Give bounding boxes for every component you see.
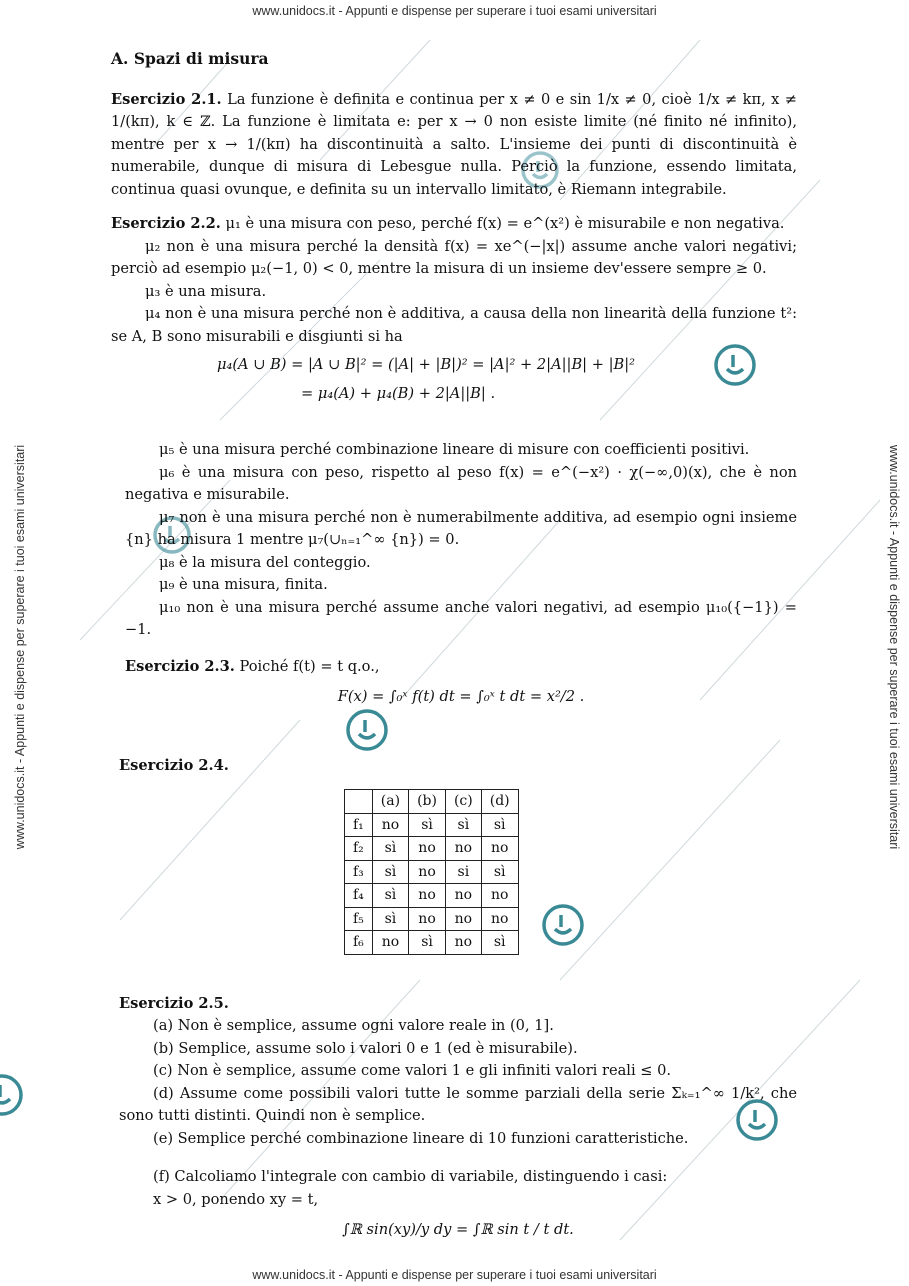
exercise-label: Esercizio 2.4. [119, 756, 229, 774]
table-cell: sì [409, 931, 446, 955]
table-cell: no [409, 860, 446, 884]
table-cell: no [372, 931, 408, 955]
item-b: (b) Semplice, assume solo i valori 0 e 1 (ed è misurabile). [153, 1039, 578, 1057]
table-cell: f₃ [345, 860, 373, 884]
table-cell: sì [481, 813, 518, 837]
table-cell: no [481, 884, 518, 908]
mu1-text: μ₁ è una misura con peso, perché f(x) = e^(x²) è misurabile e non negativa. [225, 215, 785, 232]
exercise-2-4 [111, 755, 797, 778]
table-row [345, 837, 519, 861]
document-content [111, 48, 797, 1252]
answers-table [344, 789, 519, 955]
table-cell: no [445, 931, 481, 955]
exercise-2-3 [125, 656, 797, 679]
table-cell: no [481, 907, 518, 931]
table-header-cell: (b) [409, 790, 446, 814]
table-cell: f₄ [345, 884, 373, 908]
exercise-label: Esercizio 2.3. [125, 657, 235, 675]
exercise-label: Esercizio 2.2. [111, 215, 221, 232]
mu8-text: μ₈ è la misura del conteggio. [159, 553, 371, 571]
table-header-cell: (c) [445, 790, 481, 814]
table-row [345, 931, 519, 955]
table-cell: sì [481, 931, 518, 955]
item-d: (d) Assume come possibili valori tutte le somme parziali della serie Σₖ₌₁^∞ 1/k², che sono tutti distinti. Quindi non è semplice. [119, 1084, 797, 1124]
exercise-label: Esercizio 2.1. [111, 90, 222, 108]
section-title: A. Spazi di misura [111, 49, 269, 68]
exercise-2-5 [119, 993, 797, 1016]
table-cell: no [409, 907, 446, 931]
table-row [345, 860, 519, 884]
table-cell: no [445, 907, 481, 931]
mu9-text: μ₉ è una misura, finita. [159, 576, 328, 593]
watermark-right: www.unidocs.it - Appunti e dispense per superare i tuoi esami universitari [887, 444, 901, 850]
mu5-text: μ₅ è una misura perché combinazione lineare di misure con coefficienti positivi. [159, 441, 750, 458]
watermark-bottom: www.unidocs.it - Appunti e dispense per superare i tuoi esami universitari [252, 1268, 657, 1282]
equation-mu4-line1: μ₄(A ∪ B) = |A ∪ B|² = (|A| + |B|)² = |A|² + 2|A||B| + |B|² [217, 356, 635, 373]
table-header-cell [345, 790, 373, 814]
watermark-top: www.unidocs.it - Appunti e dispense per superare i tuoi esami universitari [252, 4, 657, 18]
table-cell: no [409, 884, 446, 908]
table-header-cell: (a) [372, 790, 408, 814]
item-e: (e) Semplice perché combinazione lineare di 10 funzioni caratteristiche. [153, 1129, 689, 1147]
table-header-row [345, 790, 519, 814]
table-cell: f₁ [345, 813, 373, 837]
item-f-case: x > 0, ponendo xy = t, [153, 1190, 319, 1208]
table-cell: sì [372, 907, 408, 931]
table-cell: sì [409, 813, 446, 837]
table-cell: sì [372, 860, 408, 884]
mu3-text: μ₃ è una misura. [145, 282, 267, 300]
table-cell: no [372, 813, 408, 837]
table-cell: f₂ [345, 837, 373, 861]
table-cell: f₆ [345, 931, 373, 955]
table-cell: sì [481, 860, 518, 884]
table-cell: no [481, 837, 518, 861]
table-row [345, 813, 519, 837]
equation-f: ∫ℝ sin(xy)/y dy = ∫ℝ sin t / t dt. [342, 1221, 574, 1238]
table-row [345, 884, 519, 908]
exercise-text: Poiché f(t) = t q.o., [239, 657, 380, 675]
table-header-cell: (d) [481, 790, 518, 814]
exercise-label: Esercizio 2.5. [119, 994, 229, 1012]
table-cell: si [445, 860, 481, 884]
table-cell: no [445, 884, 481, 908]
exercise-2-2 [111, 213, 797, 236]
table-row [345, 907, 519, 931]
mu10-text: μ₁₀ non è una misura perché assume anche valori negativi, ad esempio μ₁₀({−1}) = −1. [125, 598, 797, 638]
item-f: (f) Calcoliamo l'integrale con cambio di variabile, distinguendo i casi: [153, 1168, 668, 1185]
mu6-text: μ₆ è una misura con peso, rispetto al peso f(x) = e^(−x²) · χ(−∞,0)(x), che è non negativa e misurabile. [125, 463, 797, 503]
watermark-left: www.unidocs.it - Appunti e dispense per superare i tuoi esami universitari [13, 444, 27, 850]
table-cell: sì [372, 884, 408, 908]
table-cell: no [409, 837, 446, 861]
equation-mu4-line2: = μ₄(A) + μ₄(B) + 2|A||B| . [301, 384, 496, 402]
equation-F: F(x) = ∫₀ˣ f(t) dt = ∫₀ˣ t dt = x²/2 . [337, 688, 585, 705]
mu2-text: μ₂ non è una misura perché la densità f(x) = xe^(−|x|) assume anche valori negativi; perciò ad esempio μ₂(−1, 0) < 0, mentre la misura di un insieme dev'essere sempre ≥ 0. [111, 237, 797, 277]
item-a: (a) Non è semplice, assume ogni valore reale in (0, 1]. [153, 1017, 554, 1034]
exercise-text: La funzione è definita e continua per x ≠ 0 e sin 1/x ≠ 0, cioè 1/x ≠ kπ, x ≠ 1/(kπ), k ∈ ℤ. La funzione è limitata e: per x → 0 non esiste limite (né finito né infinito), mentre per x → 1/(kπ) ha discontinuità a salto. L'insieme dei punti di discontinuità è numerabile, dunque di misura di Lebesgue nulla. Perciò la funzione, essendo limitata, continua quasi ovunque, e definita su un intervallo limitato, è Riemann integrabile. [111, 90, 798, 198]
table-cell: f₅ [345, 907, 373, 931]
table-cell: sì [445, 813, 481, 837]
mu4-text: μ₄ non è una misura perché non è additiva, a causa della non linearità della funzione t²: se A, B sono misurabili e disgiunti si ha [111, 305, 797, 345]
watermark-logo-icon [0, 1076, 21, 1114]
mu7-text: μ₇ non è una misura perché non è numerabilmente additiva, ad esempio ogni insieme {n} ha misura 1 mentre μ₇(∪ₙ₌₁^∞ {n}) = 0. [125, 508, 797, 548]
table-cell: sì [372, 837, 408, 861]
exercise-2-1 [111, 89, 797, 202]
table-cell: no [445, 837, 481, 861]
item-c: (c) Non è semplice, assume come valori 1 e gli infiniti valori reali ≤ 0. [153, 1062, 672, 1079]
